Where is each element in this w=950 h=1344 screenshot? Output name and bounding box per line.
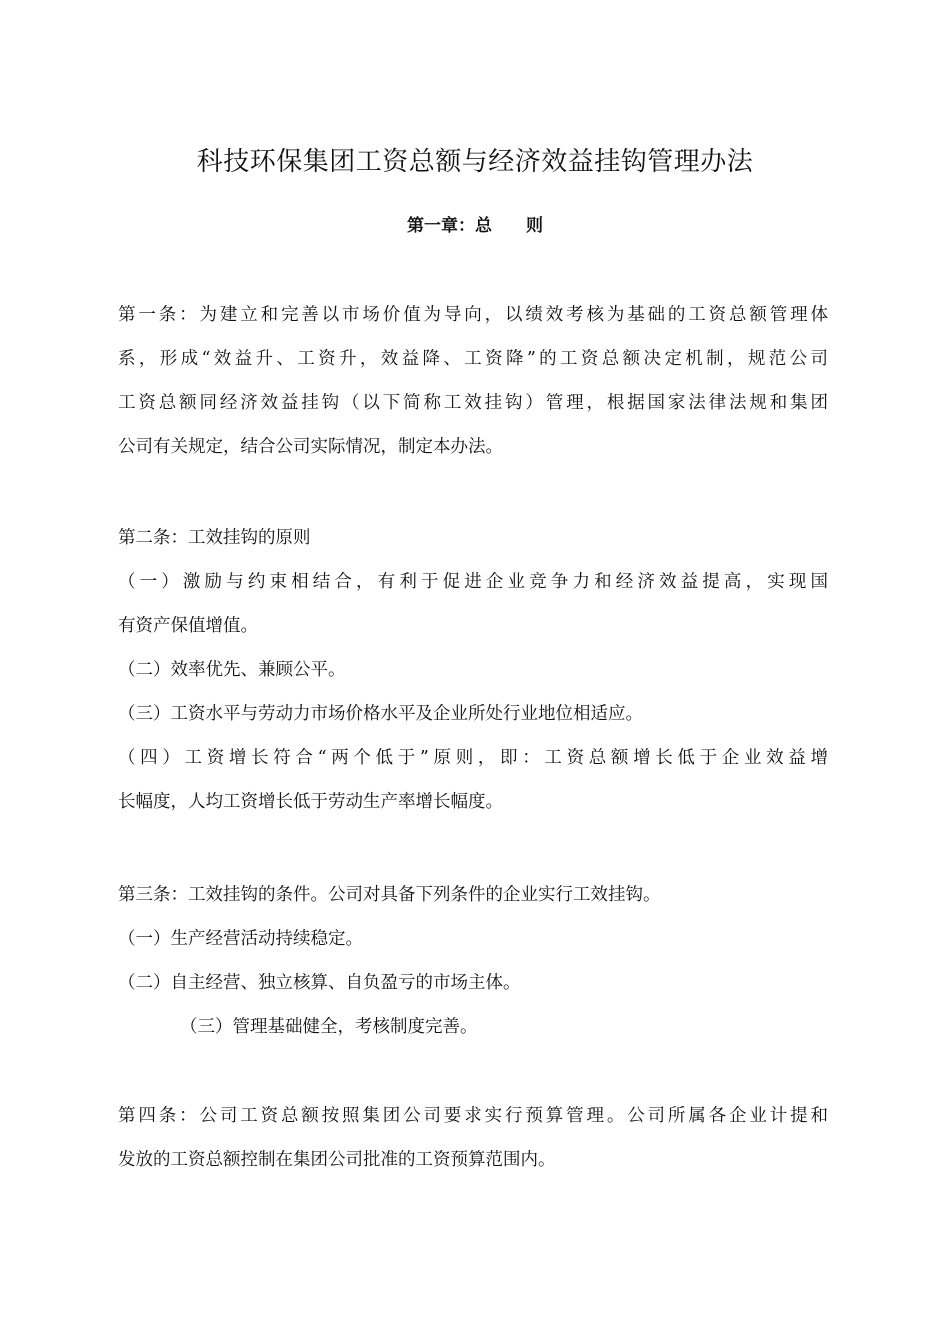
article-2-item: （三）工资水平与劳动力市场价格水平及企业所处行业地位相适应。	[118, 704, 643, 724]
chapter-heading: 第一章：总 则	[407, 216, 543, 236]
article-1-line: 第一条：为建立和完善以市场价值为导向，以绩效考核为基础的工资总额管理体	[118, 305, 828, 325]
article-3-item: （一）生产经营活动持续稳定。	[118, 929, 363, 949]
article-3-item: （二）自主经营、独立核算、自负盈亏的市场主体。	[118, 973, 521, 993]
article-3-heading: 第三条：工效挂钩的条件。公司对具备下列条件的企业实行工效挂钩。	[118, 885, 661, 905]
article-1-line: 系，形成“效益升、工资升，效益降、工资降”的工资总额决定机制，规范公司	[118, 349, 828, 369]
article-2-heading: 第二条：工效挂钩的原则	[118, 528, 311, 548]
article-2-item: （二）效率优先、兼顾公平。	[118, 660, 346, 680]
article-2-item: 有资产保值增值。	[118, 616, 258, 636]
article-1	[118, 293, 828, 469]
article-1-line: 公司有关规定，结合公司实际情况，制定本办法。	[118, 437, 503, 457]
article-2	[118, 516, 828, 824]
article-3	[118, 873, 828, 1049]
article-4	[118, 1094, 828, 1182]
article-4-line: 第四条：公司工资总额按照集团公司要求实行预算管理。公司所属各企业计提和	[118, 1106, 828, 1126]
article-4-line: 发放的工资总额控制在集团公司批准的工资预算范围内。	[118, 1150, 556, 1170]
document-title: 科技环保集团工资总额与经济效益挂钩管理办法	[196, 147, 754, 177]
article-2-item: （一）激励与约束相结合，有利于促进企业竞争力和经济效益提高，实现国	[118, 572, 828, 592]
article-2-item: （四）工资增长符合“两个低于”原则，即：工资总额增长低于企业效益增	[118, 748, 828, 768]
article-2-item: 长幅度，人均工资增长低于劳动生产率增长幅度。	[118, 792, 503, 812]
article-1-line: 工资总额同经济效益挂钩（以下简称工效挂钩）管理，根据国家法律法规和集团	[118, 393, 828, 413]
article-3-item: （三）管理基础健全，考核制度完善。	[180, 1017, 478, 1037]
